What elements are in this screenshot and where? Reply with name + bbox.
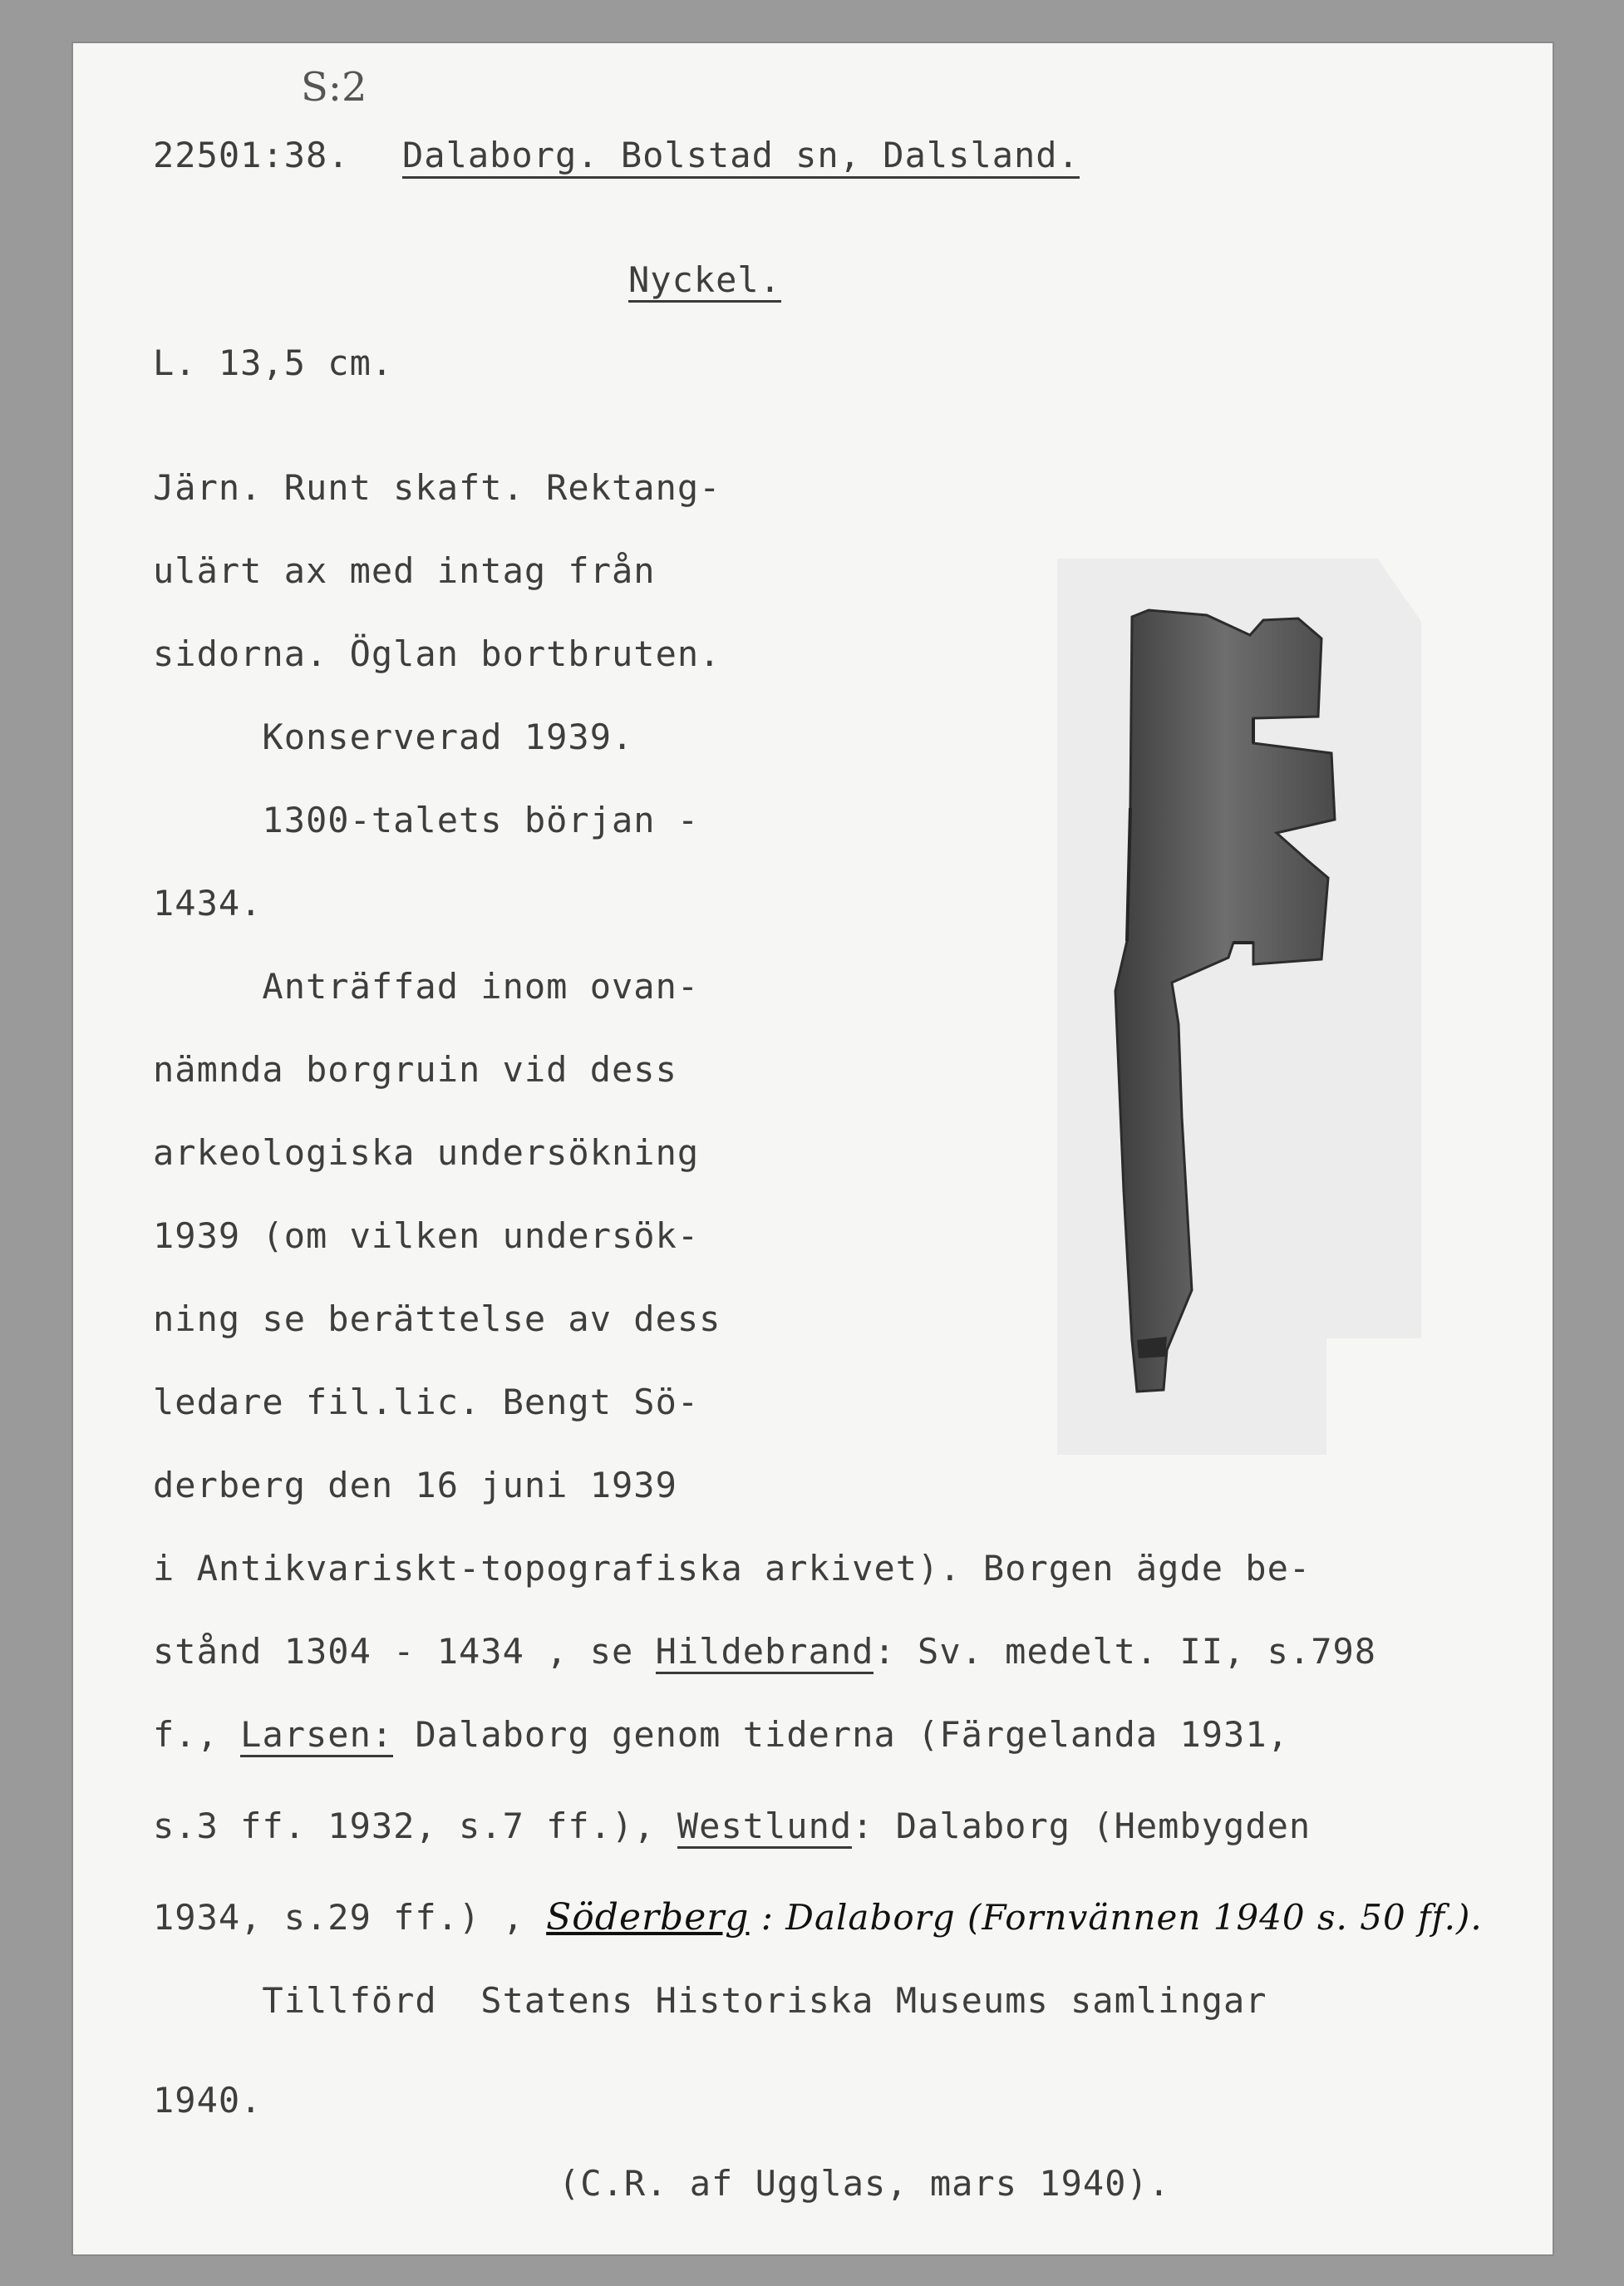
body-line: i Antikvariskt-topografiska arkivet). Borgen ägde be- [153, 1548, 1312, 1589]
body-text: : Sv. medelt. II, s.798 [874, 1631, 1377, 1672]
description-line: 1300-talets början - [153, 800, 700, 840]
body-text: 1934, s.29 ff.) , [153, 1897, 547, 1938]
handwritten-reference-author: Söderberg [546, 1896, 750, 1939]
description-line: Järn. Runt skaft. Rektang- [153, 467, 721, 508]
description-line: Konserverad 1939. [153, 717, 634, 757]
reference-author: Westlund [677, 1806, 852, 1849]
description-line: derberg den 16 juni 1939 [153, 1465, 677, 1505]
body-line [153, 1631, 1376, 1673]
catalog-number: 22501:38. [153, 135, 350, 175]
description-line: nämnda borgruin vid dess [153, 1049, 677, 1090]
key-photo [1057, 559, 1421, 1455]
description-line: arkeologiska undersökning [153, 1132, 700, 1173]
location-heading: Dalaborg. Bolstad sn, Dalsland. [402, 135, 1080, 179]
description-line: Anträffad inom ovan- [153, 966, 700, 1007]
handwritten-reference: : Dalaborg (Fornvännen 1940 s. 50 ff.). [749, 1897, 1483, 1938]
body-text: f., [153, 1714, 241, 1755]
description-line: sidorna. Öglan bortbruten. [153, 633, 721, 674]
description-line: ning se berättelse av dess [153, 1298, 721, 1339]
body-line [153, 1806, 1311, 1847]
body-text: Dalaborg genom tiderna (Färgelanda 1931, [393, 1714, 1289, 1755]
object-title [628, 259, 781, 301]
description-line: ulärt ax med intag från [153, 550, 656, 591]
catalog-card [73, 43, 1553, 2254]
measurement: L. 13,5 cm. [153, 342, 394, 383]
body-text: : Dalaborg (Hembygden [852, 1806, 1312, 1846]
signature: (C.R. af Ugglas, mars 1940). [559, 2163, 1171, 2204]
description-line: 1434. [153, 883, 263, 924]
body-line [153, 1897, 1483, 1939]
description-line: 1939 (om vilken undersök- [153, 1215, 700, 1256]
accession-year: 1940. [153, 2080, 263, 2121]
body-text: stånd 1304 - 1434 , se [153, 1631, 656, 1672]
key-icon [1057, 559, 1421, 1455]
reference-author: Larsen: [240, 1714, 393, 1757]
reference-author: Hildebrand [656, 1631, 874, 1674]
body-line [153, 1714, 1289, 1756]
body-text: s.3 ff. 1932, s.7 ff.), [153, 1806, 677, 1846]
description-line: ledare fil.lic. Bengt Sö- [153, 1382, 700, 1422]
accession-line: Tillförd Statens Historiska Museums samlingar [153, 1980, 1267, 2021]
handwritten-number: S:2 [301, 64, 367, 111]
object-title-text: Nyckel. [628, 259, 781, 303]
